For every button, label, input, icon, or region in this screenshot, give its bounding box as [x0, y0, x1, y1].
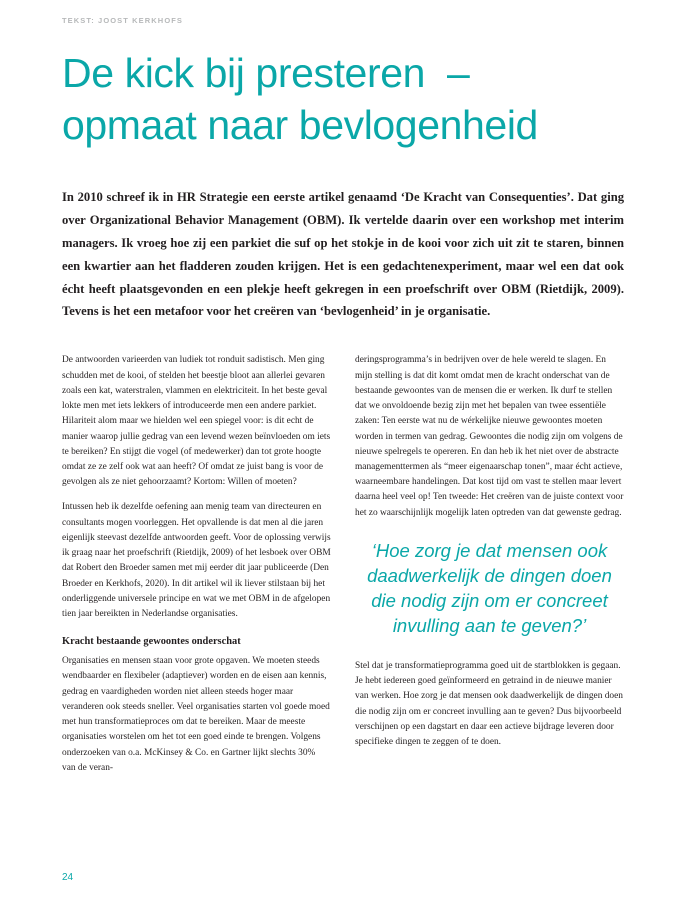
lead-paragraph: In 2010 schreef ik in HR Strategie een eerste artikel genaamd ‘De Kracht van Consequenties’. Dat ging over Organizational Behavior Management (OBM). Ik vertelde daarin over een workshop met interim managers. Ik vroeg hoe zij een parkiet die suf op het stokje in de kooi voor zich uit zit te staren, binnen een kwartier aan het fladderen zouden krijgen. Het is een gedachtenexperiment, maar wel een dat ook écht heeft plaatsgevonden en een plekje heeft gekregen in een proefschrift over OBM (Rietdijk, 2009). Tevens is het een metafoor voor het creëren van ‘bevlogenheid’ in je organisatie.	[62, 189, 624, 319]
left-column	[62, 353, 331, 776]
headline-line-1: De kick bij presteren –	[62, 50, 470, 96]
page-title	[62, 47, 624, 152]
right-column	[355, 353, 624, 776]
section-subheading: Kracht bestaande gewoontes onderschat	[62, 636, 241, 648]
page-content	[62, 0, 624, 776]
body-columns	[62, 353, 624, 776]
byline-author: JOOST KERKHOFS	[98, 16, 184, 25]
page-number: 24	[62, 872, 74, 883]
paragraph: Stel dat je transformatieprogramma goed uit de startblokken is gegaan. Je hebt iedereen goed geïnformeerd en getraind in de nieuwe manier van werken. Hoe zorg je dat mensen ook daadwerkelijk de dingen doen die nodig zijn om er concreet invulling aan te geven? Dus bijvoorbeeld verschijnen op een dagstart en daar een actieve bijdrage leveren door specifieke dingen te zeggen of te doen.	[355, 660, 623, 747]
headline-line-2: opmaat naar bevlogenheid	[62, 102, 538, 149]
paragraph: Intussen heb ik dezelfde oefening aan menig team van directeuren en consultants mogen voorleggen. Het opvallende is dat men al die jaren eigenlijk steevast dezelfde antwoorden geeft. Voor de oplossing verwijs ik graag naar het proefschrift (Rietdijk, 2009) of het lesboek over OBM dat Robert den Broeder samen met mij eerder dit jaar publiceerde (Den Broeder en Kerkhofs, 2020). In dit artikel wil ik liever stilstaan bij het onderliggende universele principe en wat we met OBM in de afgelopen tien jaar bereikten in Nederlandse organisaties.	[62, 502, 331, 620]
pull-quote: ‘Hoe zorg je dat mensen ook daadwerkelijk de dingen doen die nodig zijn om er concreet invulling aan te geven?’	[367, 539, 612, 636]
byline	[62, 16, 624, 25]
paragraph: Organisaties en mensen staan voor grote opgaven. We moeten steeds wendbaarder en flexibeler (adaptiever) worden en de eisen aan kennis, gedrag en vaardigheden worden niet alleen steeds hoger maar veranderen ook steeds sneller. Veel organisaties starten vol goede moed met hun transformatieproces om dat te bereiken. Maar de meeste organisaties worstelen om het tot een goed einde te brengen. Volgens onderzoeken van o.a. McKinsey & Co. en Gartner lijkt slechts 30% van de veran-	[62, 656, 330, 773]
paragraph: deringsprogramma’s in bedrijven over de hele wereld te slagen. En mijn stelling is dat dit komt omdat men de kracht onderschat van de bestaande gewoontes van de mensen die er werken. Ik durf te stellen dat we onvoldoende bezig zijn met het bepalen van twee essentiële zaken: Ten eerste wat nu de wérkelijke nieuwe gewoontes moeten worden in termen van gedrag. Gewoontes die nodig zijn om volgens de nieuwe spelregels te opereren. En dan heb ik het niet over de abstracte managementtermen als “meer eigenaarschap tonen”, maar écht actieve, waarneembare handelingen. Dat kost tijd om vast te stellen maar levert daarna heel veel op! Ten tweede: Het creëren van de juiste context voor het zo waarschijnlijk mogelijk laten optreden van dat gewenste gedrag.	[355, 355, 624, 518]
byline-label: TEKST:	[62, 16, 95, 25]
paragraph: De antwoorden varieerden van ludiek tot ronduit sadistisch. Men ging schudden met de kooi, of stelden het beestje bloot aan allerlei gevaren zoals een kat, waterstralen, vlammen en elektriciteit. In het beste geval lokte men met iets lekkers of introduceerde men een andere parkiet. Hilariteit alom maar we hielden wel een spiegel voor: is dit echt de manier waarop jullie gedrag van een levend wezen beïnvloeden om iets te bereiken? En stijgt die vogel (of medewerker) dan tot grote hoogte omdat ze ze zelf ook wat aan heeft? Of omdat ze juist bang is voor de gevolgen als ze niet gehoorzaamt? Kortom: Willen of moeten?	[62, 355, 331, 488]
